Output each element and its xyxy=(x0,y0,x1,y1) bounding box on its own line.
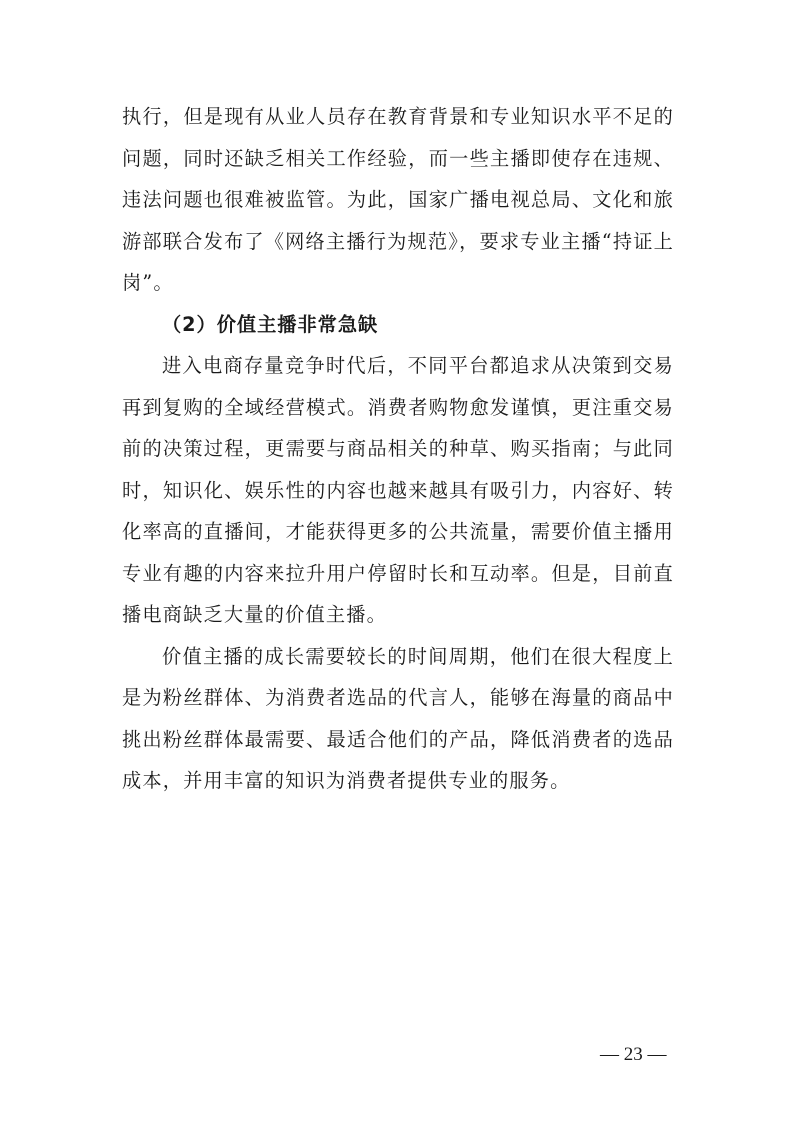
paragraph-continuation: 执行，但是现有从业人员存在教育背景和专业知识水平不足的问题，同时还缺乏相关工作经验，而一些主播即使存在违规、违法问题也很难被监管。为此，国家广播电视总局、文化和旅游部联合发布了《网络主播行为规范》，要求专业主播“持证上岗”。 xyxy=(122,105,674,294)
page-number: — 23 — xyxy=(600,1044,667,1065)
section-heading: （2）价值主播非常急缺 xyxy=(162,312,379,336)
paragraph-value-anchor-growth: 价值主播的成长需要较长的时间周期，他们在很大程度上是为粉丝群体、为消费者选品的代言人，能够在海量的商品中挑出粉丝群体最需要、最适合他们的产品，降低消费者的选品成本，并用丰富的知识为消费者提供专业的服务。 xyxy=(122,644,674,792)
paragraph-value-anchor-shortage: 进入电商存量竞争时代后，不同平台都追求从决策到交易再到复购的全域经营模式。消费者购物愈发谨慎，更注重交易前的决策过程，更需要与商品相关的种草、购买指南；与此同时，知识化、娱乐性的内容也越来越具有吸引力，内容好、转化率高的直播间，才能获得更多的公共流量，需要价值主播用专业有趣的内容来拉升用户停留时长和互动率。但是，目前直播电商缺乏大量的价值主播。 xyxy=(122,354,674,626)
document-body xyxy=(122,96,674,802)
